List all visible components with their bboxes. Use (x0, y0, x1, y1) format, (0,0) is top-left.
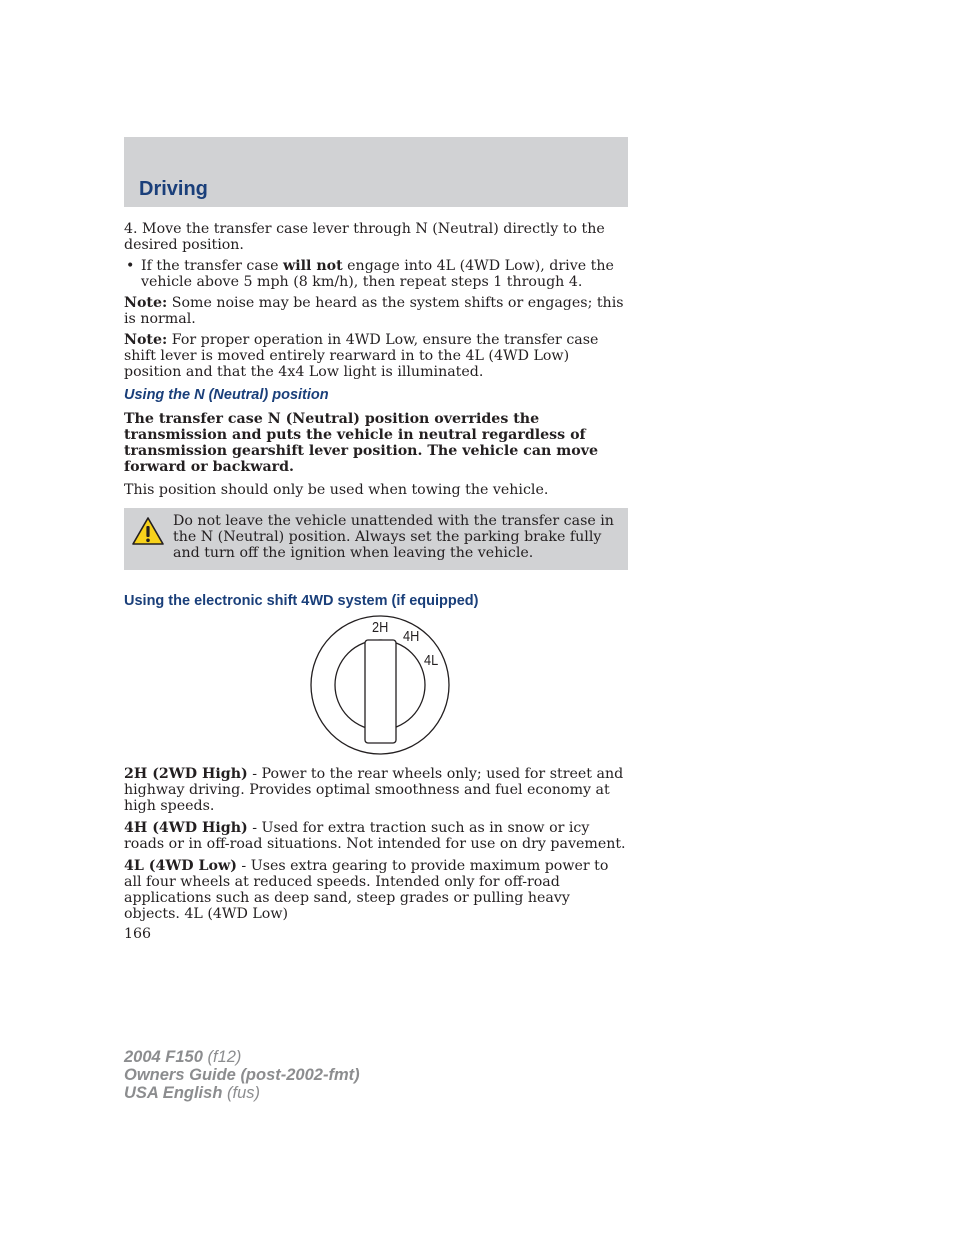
mode-4h-text: - Used for extra traction such as in snow or icy roads or in off-road situations. Not intended for use on dry pavement. (124, 820, 626, 852)
mode-descriptions (124, 766, 628, 928)
footer-line-3 (124, 1084, 360, 1102)
mode-2h-text: - Power to the rear wheels only; used for street and highway driving. Provides optimal smoothness and fuel economy at high speeds. (124, 766, 624, 814)
mode-4h (124, 820, 628, 852)
footer-model-code: (f12) (202, 1048, 242, 1066)
note-2-label: Note: (124, 332, 168, 348)
main-content (124, 221, 628, 609)
note-2-text: For proper operation in 4WD Low, ensure the transfer case shift lever is moved entirely rearward in to the 4L (4WD Low) position and that the 4x4 Low light is illuminated. (124, 332, 599, 380)
bullet-text-bold: will not (283, 258, 343, 274)
footer-line-1 (124, 1048, 360, 1066)
mode-4l-label: 4L (4WD Low) (124, 858, 237, 874)
label-4l: 4L (424, 652, 439, 669)
footer (124, 1048, 360, 1102)
note-1-text: Some noise may be heard as the system shifts or engages; this is normal. (124, 295, 624, 327)
neutral-paragraph: This position should only be used when towing the vehicle. (124, 482, 549, 498)
footer-guide: Owners Guide (post-2002-fmt) (124, 1066, 360, 1084)
footer-language: USA English (124, 1084, 223, 1102)
note-2 (124, 332, 628, 380)
label-2h: 2H (372, 619, 389, 636)
note-1 (124, 295, 628, 327)
bullet-text-pre: If the transfer case (141, 258, 283, 274)
footer-language-code: (fus) (222, 1084, 260, 1102)
warning-box (124, 508, 628, 570)
bullet-text-post: engage into 4L (4WD Low), drive the vehicle above 5 mph (8 km/h), then repeat steps 1 through 4. (141, 258, 614, 290)
mode-4h-label: 4H (4WD High) (124, 820, 248, 836)
warning-triangle-icon (131, 516, 165, 546)
note-1-label: Note: (124, 295, 168, 311)
mode-4l-text: - Uses extra gearing to provide maximum power to all four wheels at reduced speeds. Intended only for off-road applications such as deep sand, steep grades or pulling heavy objects. 4L (4WD Low) (124, 858, 609, 922)
section-title: Driving (139, 178, 208, 200)
mode-2h (124, 766, 628, 814)
warning-text: Do not leave the vehicle unattended with the transfer case in the N (Neutral) position. Always set the parking brake fully and turn off the ignition when leaving the vehicle. (173, 513, 614, 561)
bullet-marker: • (126, 258, 135, 274)
bullet-item (124, 258, 628, 290)
4wd-selector-knob-illustration (300, 611, 460, 761)
neutral-heading: Using the N (Neutral) position (124, 387, 329, 403)
neutral-bold-paragraph: The transfer case N (Neutral) position overrides the transmission and puts the vehicle in neutral regardless of transmission gearshift lever position. The vehicle can move forward or backward. (124, 411, 599, 475)
mode-4l (124, 858, 628, 922)
footer-model: 2004 F150 (124, 1048, 203, 1066)
page-number: 166 (124, 926, 152, 942)
label-4h: 4H (403, 628, 420, 645)
step-4: 4. Move the transfer case lever through N (Neutral) directly to the desired position. (124, 221, 605, 253)
knob-handle (365, 640, 396, 743)
electronic-shift-heading: Using the electronic shift 4WD system (if equipped) (124, 593, 479, 609)
footer-line-2 (124, 1066, 360, 1084)
mode-2h-label: 2H (2WD High) (124, 766, 248, 782)
